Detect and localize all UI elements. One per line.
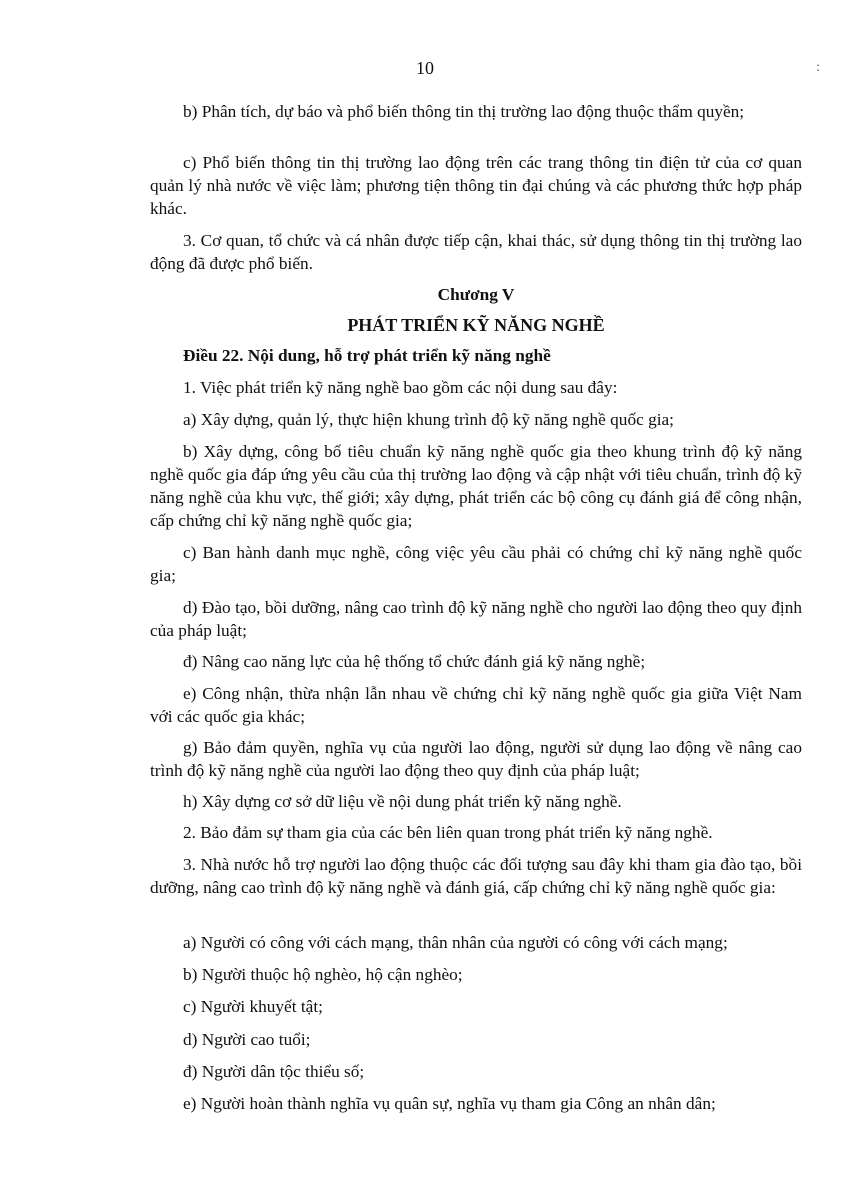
paragraph: a) Người có công với cách mạng, thân nhân của người có công với cách mạng;: [183, 933, 728, 952]
paragraph: d) Đào tạo, bồi dưỡng, nâng cao trình độ kỹ năng nghề cho người lao động theo quy định của pháp luật;: [150, 598, 802, 640]
paragraph: g) Bảo đảm quyền, nghĩa vụ của người lao động, người sử dụng lao động về nâng cao trình độ kỹ năng nghề của người lao động theo quy định của pháp luật;: [150, 738, 802, 780]
paragraph: 1. Việc phát triển kỹ năng nghề bao gồm các nội dung sau đây:: [183, 378, 618, 397]
paragraph: đ) Người dân tộc thiểu số;: [183, 1062, 365, 1081]
paragraph: e) Người hoàn thành nghĩa vụ quân sự, nghĩa vụ tham gia Công an nhân dân;: [183, 1094, 716, 1113]
paragraph: h) Xây dựng cơ sở dữ liệu về nội dung phát triển kỹ năng nghề.: [183, 792, 622, 811]
page-number: 10: [416, 58, 434, 78]
paragraph: a) Xây dựng, quản lý, thực hiện khung trình độ kỹ năng nghề quốc gia;: [183, 410, 674, 429]
paragraph: 3. Cơ quan, tổ chức và cá nhân được tiếp cận, khai thác, sử dụng thông tin thị trường lao động đã được phổ biến.: [150, 231, 802, 273]
paragraph: e) Công nhận, thừa nhận lẫn nhau về chứng chỉ kỹ năng nghề quốc gia giữa Việt Nam với các quốc gia khác;: [150, 684, 802, 726]
paragraph: d) Người cao tuổi;: [183, 1030, 311, 1049]
margin-mark: :: [816, 60, 820, 75]
paragraph: c) Ban hành danh mục nghề, công việc yêu cầu phải có chứng chỉ kỹ năng nghề quốc gia;: [150, 543, 802, 585]
paragraph: 2. Bảo đảm sự tham gia của các bên liên quan trong phát triển kỹ năng nghề.: [183, 823, 713, 842]
paragraph: b) Người thuộc hộ nghèo, hộ cận nghèo;: [183, 965, 463, 984]
paragraph: 3. Nhà nước hỗ trợ người lao động thuộc các đối tượng sau đây khi tham gia đào tạo, bồi dưỡng, nâng cao trình độ kỹ năng nghề và đánh giá, cấp chứng chỉ kỹ năng nghề quốc gia:: [150, 855, 802, 897]
paragraph: b) Xây dựng, công bố tiêu chuẩn kỹ năng nghề quốc gia theo khung trình độ kỹ năng nghề quốc gia đáp ứng yêu cầu của thị trường lao động và cập nhật với tiêu chuẩn, trình độ kỹ năng nghề của khu vực, thế giới; xây dựng, phát triển các bộ công cụ đánh giá để công nhận, cấp chứng chỉ kỹ năng nghề quốc gia;: [150, 442, 802, 530]
chapter-heading: Chương V: [437, 285, 515, 304]
paragraph: c) Phổ biến thông tin thị trường lao động trên các trang thông tin điện tử của cơ quan quản lý nhà nước về việc làm; phương tiện thông tin đại chúng và các phương thức hợp pháp khác.: [150, 153, 802, 218]
chapter-title: PHÁT TRIỂN KỸ NĂNG NGHỀ: [347, 315, 605, 335]
article-heading: Điều 22. Nội dung, hỗ trợ phát triển kỹ năng nghề: [183, 346, 551, 365]
paragraph: b) Phân tích, dự báo và phổ biến thông tin thị trường lao động thuộc thẩm quyền;: [183, 102, 745, 121]
paragraph: c) Người khuyết tật;: [183, 997, 323, 1016]
paragraph: đ) Nâng cao năng lực của hệ thống tổ chức đánh giá kỹ năng nghề;: [183, 652, 646, 671]
